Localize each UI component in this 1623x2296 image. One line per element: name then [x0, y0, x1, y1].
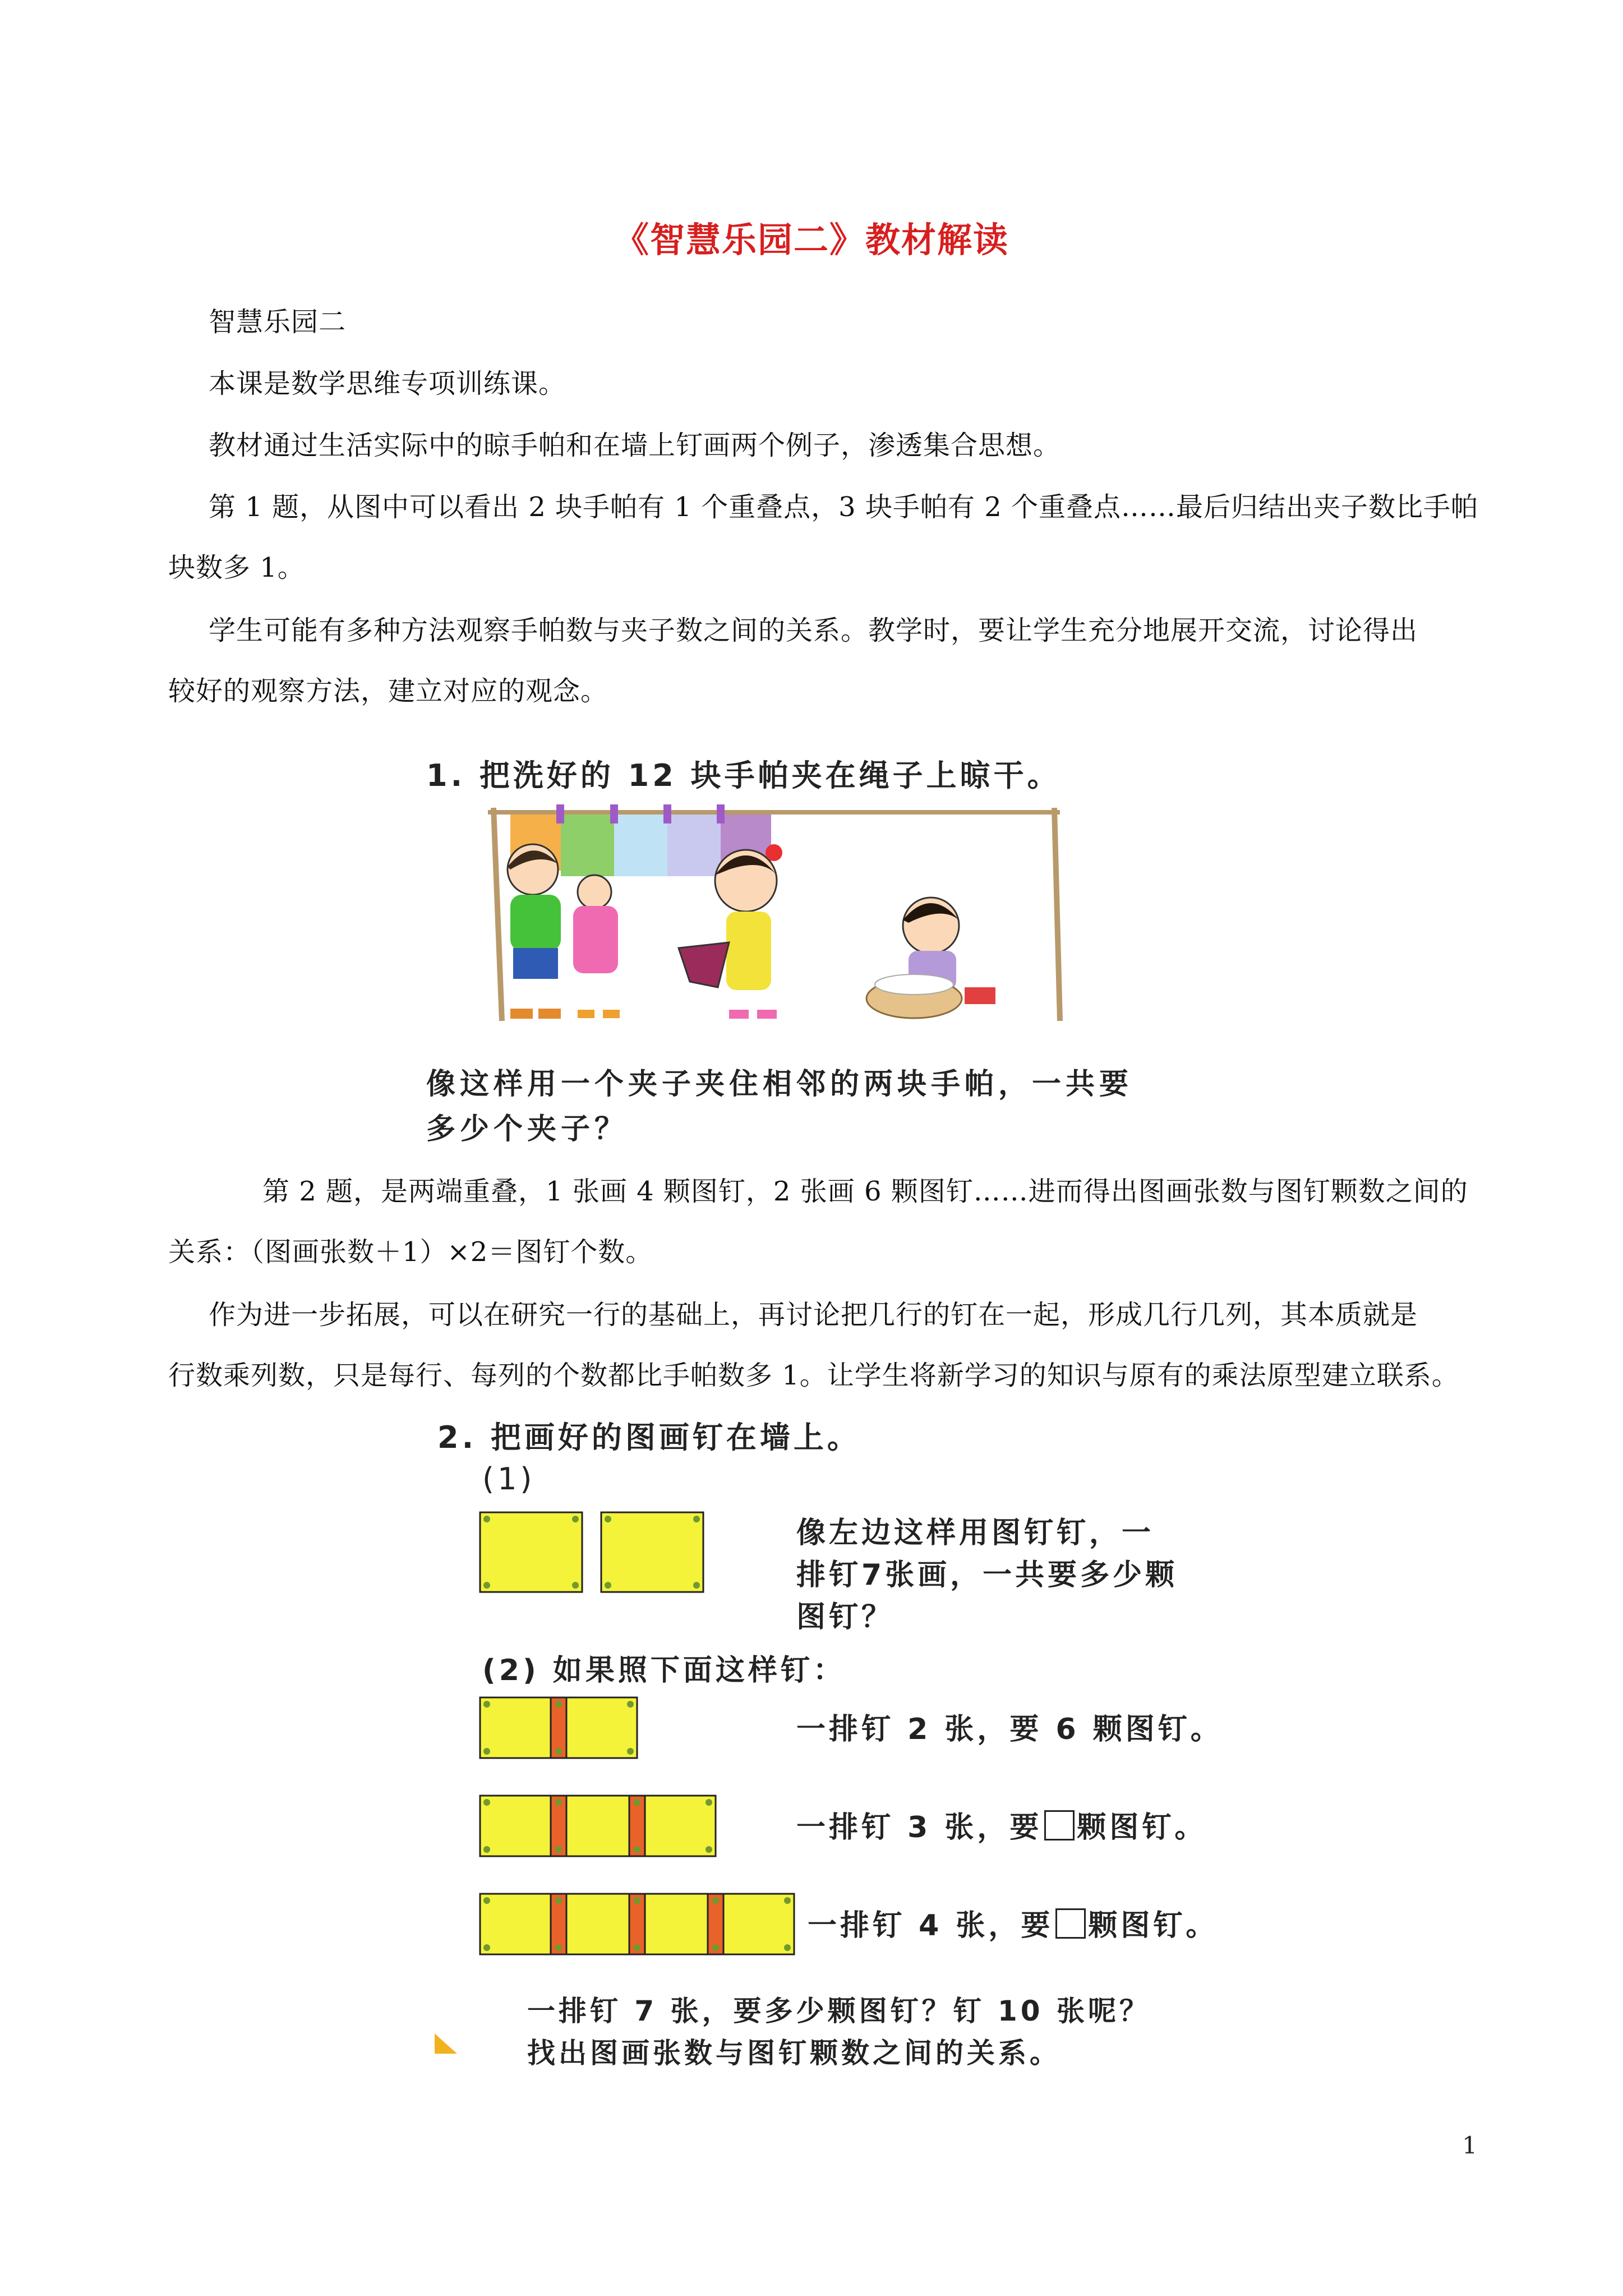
painting: [559, 1894, 637, 1954]
small-girl-shoe: [578, 1010, 594, 1018]
row-two-paintings: [477, 1694, 645, 1761]
pin: [784, 1944, 791, 1951]
figure1-illustration: [426, 797, 1077, 1032]
pin: [693, 1582, 700, 1589]
pin: [706, 1846, 712, 1853]
clip: [556, 804, 564, 823]
pin: [483, 1748, 490, 1755]
clip: [610, 804, 618, 823]
pin: [483, 1582, 490, 1589]
pin: [712, 1944, 719, 1951]
row-three-paintings: [477, 1792, 723, 1860]
boy-shorts: [513, 948, 558, 979]
answer-box[interactable]: [1055, 1908, 1086, 1939]
pin: [483, 1799, 490, 1806]
painting: [559, 1697, 637, 1758]
figure2-bottom-line2: 找出图画张数与图钉颗数之间的关系。: [527, 2037, 1061, 2069]
pin: [605, 1582, 611, 1589]
pin: [693, 1516, 700, 1522]
pin: [627, 1701, 634, 1708]
painting: [601, 1512, 703, 1592]
painting: [716, 1894, 794, 1954]
pin: [555, 1846, 562, 1853]
figure2-bottom-line1: 一排钉 7 张，要多少颗图钉？钉 10 张呢？: [527, 1995, 1151, 2027]
paragraph-overview: 教材通过生活实际中的晾手帕和在墙上钉画两个例子，渗透集合思想。: [209, 430, 1061, 461]
pin: [483, 1846, 490, 1853]
pin: [634, 1944, 640, 1951]
boy-shoe: [538, 1009, 561, 1019]
clothesline-pole-right: [1054, 808, 1060, 1021]
pin: [555, 1748, 562, 1755]
girl-shoe: [757, 1010, 777, 1019]
pin: [555, 1701, 562, 1708]
handkerchief: [561, 815, 614, 876]
document-title: 《智慧乐园二》教材解读: [614, 219, 1009, 260]
page-number: 1: [1462, 2132, 1477, 2159]
paragraph-question2: 第 2 题，是两端重叠，1 张画 4 颗图钉，2 张画 6 颗图钉……进而得出图画张数与图钉颗数之间的 关系：（图画张数＋1）×2＝图钉个数。: [168, 1176, 1468, 1268]
pin: [712, 1897, 719, 1904]
painting: [637, 1796, 716, 1856]
painting: [637, 1894, 716, 1954]
answer-box[interactable]: [1044, 1810, 1075, 1841]
paragraph-extension: 作为进一步拓展，可以在研究一行的基础上，再讨论把几行的钉在一起，形成几行几列，其本质就是 行数乘列数，只是每行、每列的个数都比手帕数多 1。让学生将新学习的知识与原有的乘法原型建立联系。: [168, 1299, 1459, 1391]
stool: [965, 987, 995, 1004]
paragraph-question1: 第 1 题，从图中可以看出 2 块手帕有 1 个重叠点，3 块手帕有 2 个重叠点……最后归结出夹子数比手帕 块数多 1。: [168, 491, 1479, 583]
paragraph-section-name: 智慧乐园二: [209, 306, 347, 338]
part1-separate-paintings: [477, 1509, 735, 1599]
pin: [555, 1897, 562, 1904]
pin: [634, 1846, 640, 1853]
painting: [480, 1796, 559, 1856]
part1-text-line2: 排钉7张画，一共要多少颗: [796, 1558, 1178, 1592]
pin: [483, 1516, 490, 1522]
pin: [627, 1748, 634, 1755]
pin: [555, 1944, 562, 1951]
girl-bow: [766, 844, 782, 861]
clothesline-pole-left: [494, 808, 502, 1021]
pin: [706, 1799, 712, 1806]
figure1-question-line2: 多少个夹子？: [426, 1112, 629, 1146]
figure2-heading: 2. 把画好的图画钉在墙上。: [437, 1420, 861, 1455]
figure2-part2-label: (2) 如果照下面这样钉：: [482, 1654, 846, 1687]
figure1-heading: 1. 把洗好的 12 块手帕夹在绳子上晾干。: [426, 758, 1061, 793]
pin: [634, 1897, 640, 1904]
pin: [634, 1799, 640, 1806]
pin: [605, 1516, 611, 1522]
small-girl-head: [578, 875, 611, 909]
boy-shirt: [510, 895, 561, 951]
girl-dress: [726, 912, 771, 990]
small-girl-dress: [573, 906, 618, 973]
boy-shoe: [510, 1009, 533, 1019]
small-girl-shoe: [603, 1010, 620, 1018]
figure1-question-line1: 像这样用一个夹子夹住相邻的两块手帕，一共要: [426, 1068, 1133, 1101]
row-four-paintings: [477, 1890, 802, 1958]
paragraph-observation: 学生可能有多种方法观察手帕数与夹子数之间的关系。教学时，要让学生充分地展开交流，讨论得出 较好的观察方法，建立对应的观念。: [168, 615, 1418, 707]
handkerchief: [667, 815, 721, 876]
girl-shoe: [729, 1010, 749, 1019]
pin: [483, 1897, 490, 1904]
painting: [480, 1894, 559, 1954]
corner-marker: [435, 2033, 463, 2056]
row2-text: 一排钉 2 张，要 6 颗图钉。: [796, 1713, 1223, 1746]
part1-text-line1: 像左边这样用图钉钉，一: [796, 1516, 1155, 1550]
clip: [717, 804, 725, 823]
handkerchief: [614, 815, 667, 876]
pin: [784, 1897, 791, 1904]
soap-foam: [875, 974, 953, 995]
folded-handkerchief: [679, 942, 729, 987]
pin: [483, 1701, 490, 1708]
clip: [663, 804, 671, 823]
painting: [480, 1697, 559, 1758]
pin: [555, 1799, 562, 1806]
paragraph-intro: 本课是数学思维专项训练课。: [209, 368, 566, 399]
figure2-part1-label: (1): [482, 1461, 536, 1497]
part1-text-line3: 图钉？: [796, 1600, 895, 1634]
painting: [559, 1796, 637, 1856]
row3-text: 一排钉 3 张，要 颗图钉。: [796, 1811, 1207, 1844]
pin: [572, 1582, 579, 1589]
pin: [572, 1516, 579, 1522]
row4-text: 一排钉 4 张，要 颗图钉。: [808, 1909, 1219, 1943]
pin: [483, 1944, 490, 1951]
painting: [480, 1512, 582, 1592]
